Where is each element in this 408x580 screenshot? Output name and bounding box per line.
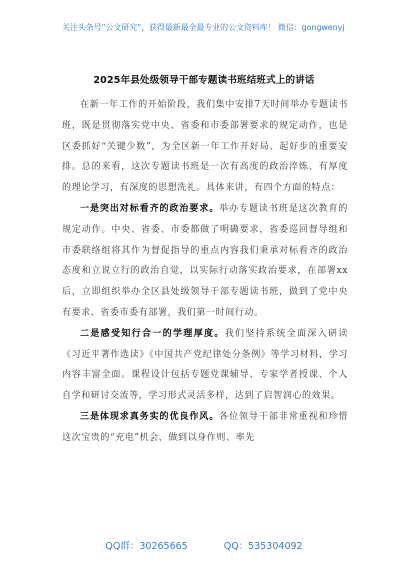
paragraph-text: 我们坚持系统全面深入研读《习近平著作选读》《中国共产党纪律处分条例》等学习材料，学习内容丰富全面。课程设计包括专题党课辅导、专家学者授课、个人自学和研讨交流等，学习形式灵活多样，达到了启智润心的效果。 [62,328,348,402]
paragraph-text: 各位领导干部非常重视和珍惜这次宝贵的“充电”机会，做到以身作则、率先 [62,411,348,443]
paragraph-lead: 一是突出对标看齐的政治要求。 [80,203,220,214]
paragraph-point-1 [62,199,348,324]
paragraph-point-2 [62,324,348,407]
document-title: 2025年县处级领导干部专题读书班结班式上的讲话 [93,75,315,86]
header-banner: 关注头条号“公文研究”，获得最新最全最专业的公文资料库！ 微信：gongwenyj [62,23,345,32]
paragraph-point-3 [62,407,348,449]
footer-qq: QQ：535304092 [223,541,303,552]
paragraph-intro [62,95,348,199]
paragraph-text: 举办专题读书班是这次教育的规定动作。中央、省委、市委都做了明确要求，省委巡回督导组和市委联络组将其作为督促指导的重点内容我们秉承对标看齐的政治态度和立说立行的政治自觉，以实际行动落实政治要求，在部署xx后，立即组织举办全区县处级领导干部专题读书班，做到了党中央有要求、省委市委有部署，我们第一时间行动。 [62,203,348,318]
paragraph-text: 在新一年工作的开始阶段，我们集中安排7天时间举办专题读书班，既是贯彻落实党中央、省委和市委部署要求的规定动作，也是区委抓好“关键少数”，为全区新一年工作开好局、起好步的重要安排。总的来看，这次专题读书班是一次有高度的政治淬炼、有厚度的理论学习，有深度的思想洗礼。具体来讲，有四个方面的特点： [62,100,348,194]
document-body [62,95,348,449]
paragraph-lead: 二是感受知行合一的学理厚度。 [80,328,225,339]
footer-qq-group: QQ群：30265665 [105,541,188,552]
paragraph-lead: 三是体现求真务实的优良作风。 [80,411,220,422]
footer-contact [0,538,408,552]
